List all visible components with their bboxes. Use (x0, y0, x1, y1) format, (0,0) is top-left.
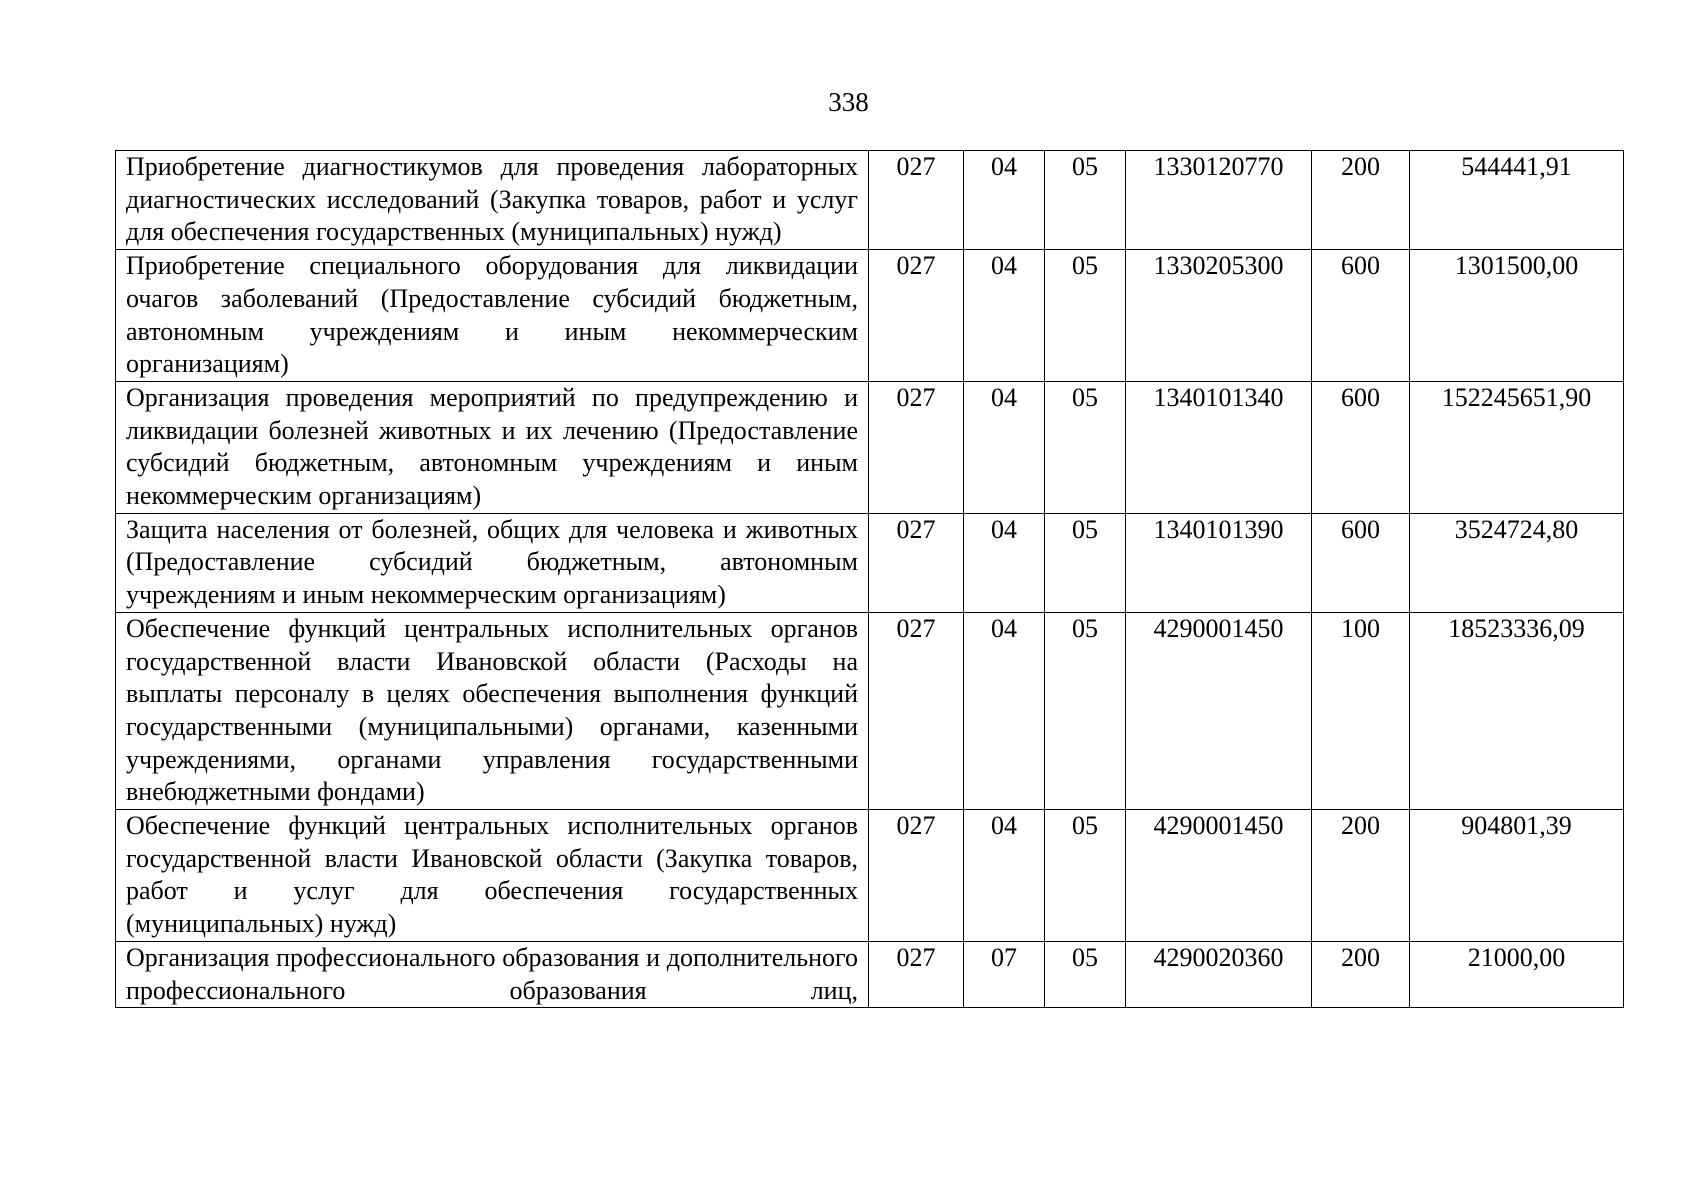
row-sum: 3524724,80 (1410, 513, 1624, 612)
row-description: Обеспечение функций центральных исполнительных органов государственной власти Ивановской области (Расходы на выплаты персоналу в целях обеспечения выполнения функций государственными (муниципальными) органами, казенными учреждениями, органами управления государственными внебюджетными фондами) (116, 612, 869, 809)
budget-table (115, 150, 1624, 1008)
row-ved: 027 (869, 250, 964, 382)
row-csr: 1330205300 (1126, 250, 1312, 382)
table-row (116, 250, 1624, 382)
row-csr: 4290001450 (1126, 612, 1312, 809)
table-row (116, 941, 1624, 1007)
row-pr: 05 (1045, 513, 1126, 612)
row-ved: 027 (869, 381, 964, 513)
table-row (116, 151, 1624, 250)
row-ved: 027 (869, 151, 964, 250)
page-number: 338 (828, 87, 869, 117)
row-pr: 05 (1045, 810, 1126, 942)
row-sum: 904801,39 (1410, 810, 1624, 942)
row-sum: 18523336,09 (1410, 612, 1624, 809)
row-rz: 04 (964, 381, 1045, 513)
row-description: Приобретение специального оборудования для ликвидации очагов заболеваний (Предоставление субсидий бюджетным, автономным учреждениям и иным некоммерческим организациям) (116, 250, 869, 382)
row-description: Обеспечение функций центральных исполнительных органов государственной власти Ивановской области (Закупка товаров, работ и услуг для обеспечения государственных (муниципальных) нужд) (116, 810, 869, 942)
row-vr: 600 (1312, 250, 1410, 382)
row-description: Защита населения от болезней, общих для человека и животных (Предоставление субсидий бюджетным, автономным учреждениям и иным некоммерческим организациям) (116, 513, 869, 612)
row-pr: 05 (1045, 381, 1126, 513)
row-sum: 152245651,90 (1410, 381, 1624, 513)
row-description: Организация профессионального образования и дополнительного профессионального образования лиц, (116, 941, 869, 1007)
row-ved: 027 (869, 941, 964, 1007)
row-vr: 600 (1312, 381, 1410, 513)
row-csr: 4290020360 (1126, 941, 1312, 1007)
row-vr: 200 (1312, 941, 1410, 1007)
table-row (116, 513, 1624, 612)
row-vr: 200 (1312, 151, 1410, 250)
row-ved: 027 (869, 513, 964, 612)
row-rz: 04 (964, 250, 1045, 382)
table-row (116, 612, 1624, 809)
row-description: Приобретение диагностикумов для проведения лабораторных диагностических исследований (Закупка товаров, работ и услуг для обеспечения государственных (муниципальных) нужд) (116, 151, 869, 250)
row-description: Организация проведения мероприятий по предупреждению и ликвидации болезней животных и их лечению (Предоставление субсидий бюджетным, автономным учреждениям и иным некоммерческим организациям) (116, 381, 869, 513)
row-rz: 04 (964, 151, 1045, 250)
table-row (116, 810, 1624, 942)
row-ved: 027 (869, 612, 964, 809)
row-vr: 200 (1312, 810, 1410, 942)
row-pr: 05 (1045, 151, 1126, 250)
row-rz: 04 (964, 513, 1045, 612)
row-pr: 05 (1045, 941, 1126, 1007)
row-vr: 100 (1312, 612, 1410, 809)
row-csr: 1340101390 (1126, 513, 1312, 612)
row-csr: 4290001450 (1126, 810, 1312, 942)
row-sum: 544441,91 (1410, 151, 1624, 250)
row-csr: 1340101340 (1126, 381, 1312, 513)
row-rz: 07 (964, 941, 1045, 1007)
row-sum: 1301500,00 (1410, 250, 1624, 382)
row-ved: 027 (869, 810, 964, 942)
row-sum: 21000,00 (1410, 941, 1624, 1007)
table-row (116, 381, 1624, 513)
row-csr: 1330120770 (1126, 151, 1312, 250)
row-rz: 04 (964, 810, 1045, 942)
row-pr: 05 (1045, 612, 1126, 809)
row-vr: 600 (1312, 513, 1410, 612)
row-pr: 05 (1045, 250, 1126, 382)
row-rz: 04 (964, 612, 1045, 809)
